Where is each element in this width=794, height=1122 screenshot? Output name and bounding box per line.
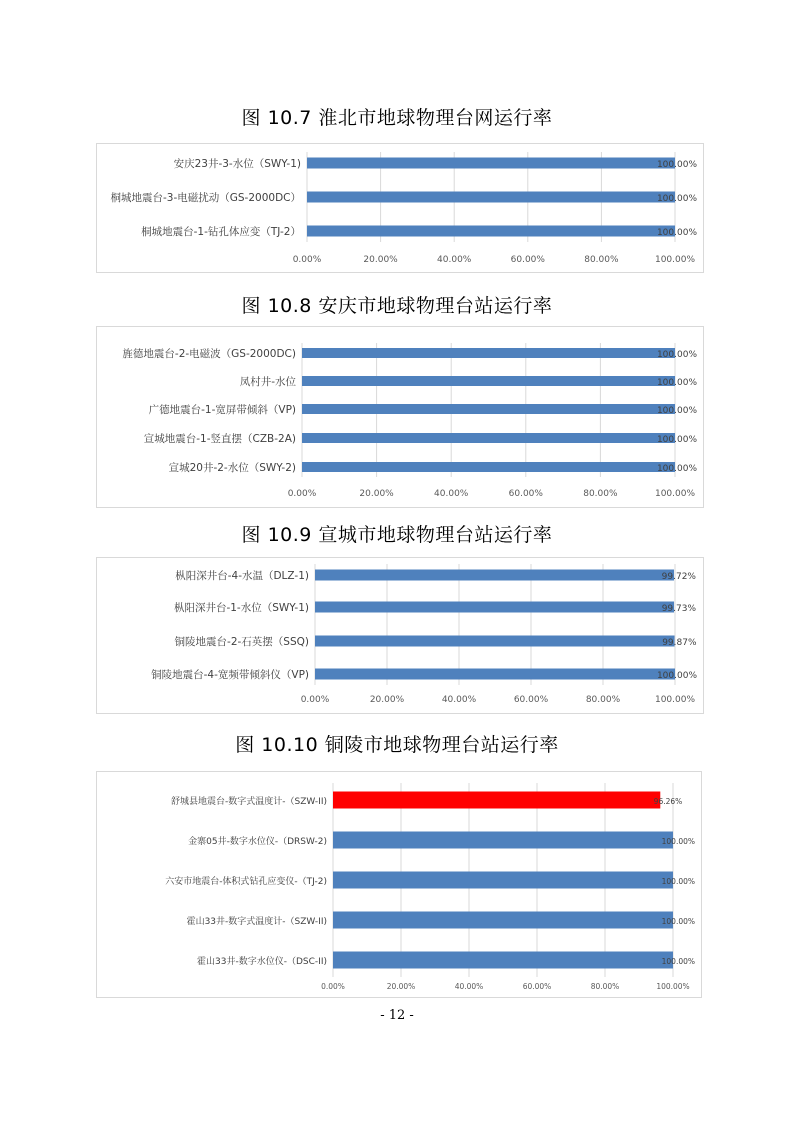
bar-chart — [97, 327, 703, 507]
bar — [302, 376, 675, 386]
x-tick-label: 80.00% — [590, 982, 620, 991]
category-label: 枞阳深井台-1-水位（SWY-1) — [173, 602, 309, 614]
x-tick-label: 60.00% — [513, 695, 549, 705]
data-label: 100.00% — [656, 228, 697, 238]
x-tick-label: 60.00% — [510, 255, 545, 265]
bar — [315, 669, 675, 680]
data-label: 100.00% — [656, 464, 697, 474]
data-label: 99.72% — [661, 572, 696, 582]
category-label: 霍山33井-数字水位仪-（DSC-II) — [197, 957, 327, 967]
category-label: 霍山33井-数字式温度计-（SZW-II) — [186, 917, 327, 927]
category-label: 枞阳深井台-4-水温（DLZ-1) — [175, 570, 309, 582]
data-label: 100.00% — [656, 194, 697, 204]
chart-caption: 图 10.9 宣城市地球物理台站运行率 — [241, 524, 553, 546]
bar-chart — [97, 558, 703, 713]
bar-chart — [97, 144, 703, 272]
category-label: 宣城地震台-1-竖直摆（CZB-2A) — [143, 433, 296, 445]
category-label: 凤村井-水位 — [239, 376, 296, 388]
bar — [307, 192, 675, 203]
x-tick-label: 40.00% — [441, 695, 477, 705]
data-label: 100.00% — [656, 160, 697, 170]
data-label: 100.00% — [661, 837, 695, 846]
bar — [333, 832, 673, 849]
bar — [302, 433, 675, 443]
category-label: 旌德地震台-2-电磁波（GS-2000DC) — [122, 348, 296, 360]
x-tick-label: 100.00% — [654, 695, 696, 705]
category-label: 金寨05井-数字水位仪-（DRSW-2) — [188, 837, 327, 847]
x-tick-label: 100.00% — [654, 489, 696, 499]
x-tick-label: 80.00% — [585, 695, 621, 705]
bar — [333, 792, 660, 809]
x-tick-label: 80.00% — [584, 255, 619, 265]
category-label: 桐城地震台-3-电磁扰动（GS-2000DC） — [110, 192, 301, 204]
bar — [315, 570, 674, 581]
bar — [302, 462, 675, 472]
x-tick-label: 0.00% — [292, 255, 322, 265]
x-tick-label: 60.00% — [508, 489, 543, 499]
x-tick-label: 0.00% — [287, 489, 317, 499]
x-tick-label: 100.00% — [654, 255, 696, 265]
x-tick-label: 20.00% — [363, 255, 398, 265]
bar — [333, 912, 673, 929]
bar — [307, 158, 675, 169]
chart-frame — [96, 326, 704, 508]
x-tick-label: 0.00% — [300, 695, 330, 705]
x-tick-label: 20.00% — [386, 982, 416, 991]
bar-chart — [97, 772, 701, 997]
x-tick-label: 40.00% — [437, 255, 472, 265]
chart-frame — [96, 771, 702, 998]
bar — [333, 872, 673, 889]
category-label: 安庆23井-3-水位（SWY-1) — [173, 158, 301, 170]
category-label: 铜陵地震台-4-宽频带倾斜仪（VP) — [151, 669, 309, 681]
data-label: 100.00% — [661, 917, 695, 926]
x-tick-label: 20.00% — [369, 695, 405, 705]
chart-caption: 图 10.8 安庆市地球物理台站运行率 — [241, 295, 553, 317]
chart-caption: 图 10.10 铜陵市地球物理台站运行率 — [235, 734, 559, 756]
data-label: 100.00% — [656, 671, 697, 681]
bar — [302, 404, 675, 414]
category-label: 宣城20井-2-水位（SWY-2) — [168, 462, 296, 474]
data-label: 99.87% — [662, 638, 697, 648]
x-tick-label: 60.00% — [522, 982, 552, 991]
x-tick-label: 20.00% — [359, 489, 394, 499]
data-label: 100.00% — [656, 350, 697, 360]
x-tick-label: 80.00% — [583, 489, 618, 499]
bar — [315, 602, 674, 613]
data-label: 100.00% — [656, 406, 697, 416]
x-tick-label: 40.00% — [434, 489, 469, 499]
category-label: 广德地震台-1-宽屏带倾斜（VP) — [148, 404, 296, 416]
chart-frame — [96, 143, 704, 273]
data-label: 99.73% — [661, 604, 697, 614]
data-label: 100.00% — [656, 435, 697, 445]
data-label: 100.00% — [661, 957, 695, 966]
bar — [333, 952, 673, 969]
category-label: 舒城县地震台-数字式温度计-（SZW-II) — [171, 797, 327, 807]
x-tick-label: 40.00% — [454, 982, 484, 991]
data-label: 96.26% — [653, 797, 683, 806]
x-tick-label: 100.00% — [656, 982, 690, 991]
data-label: 100.00% — [656, 378, 697, 388]
category-label: 铜陵地震台-2-石英摆（SSQ) — [174, 636, 309, 648]
bar — [315, 636, 675, 647]
bar — [302, 348, 675, 358]
chart-caption: 图 10.7 淮北市地球物理台网运行率 — [241, 107, 553, 129]
category-label: 六安市地震台-体积式钻孔应变仪-（TJ-2) — [165, 877, 327, 887]
page-number: - 12 - — [380, 1008, 414, 1023]
bar — [307, 226, 675, 237]
data-label: 100.00% — [661, 877, 695, 886]
category-label: 桐城地震台-1-钻孔体应变（TJ-2） — [141, 226, 301, 238]
chart-frame — [96, 557, 704, 714]
x-tick-label: 0.00% — [321, 982, 345, 991]
